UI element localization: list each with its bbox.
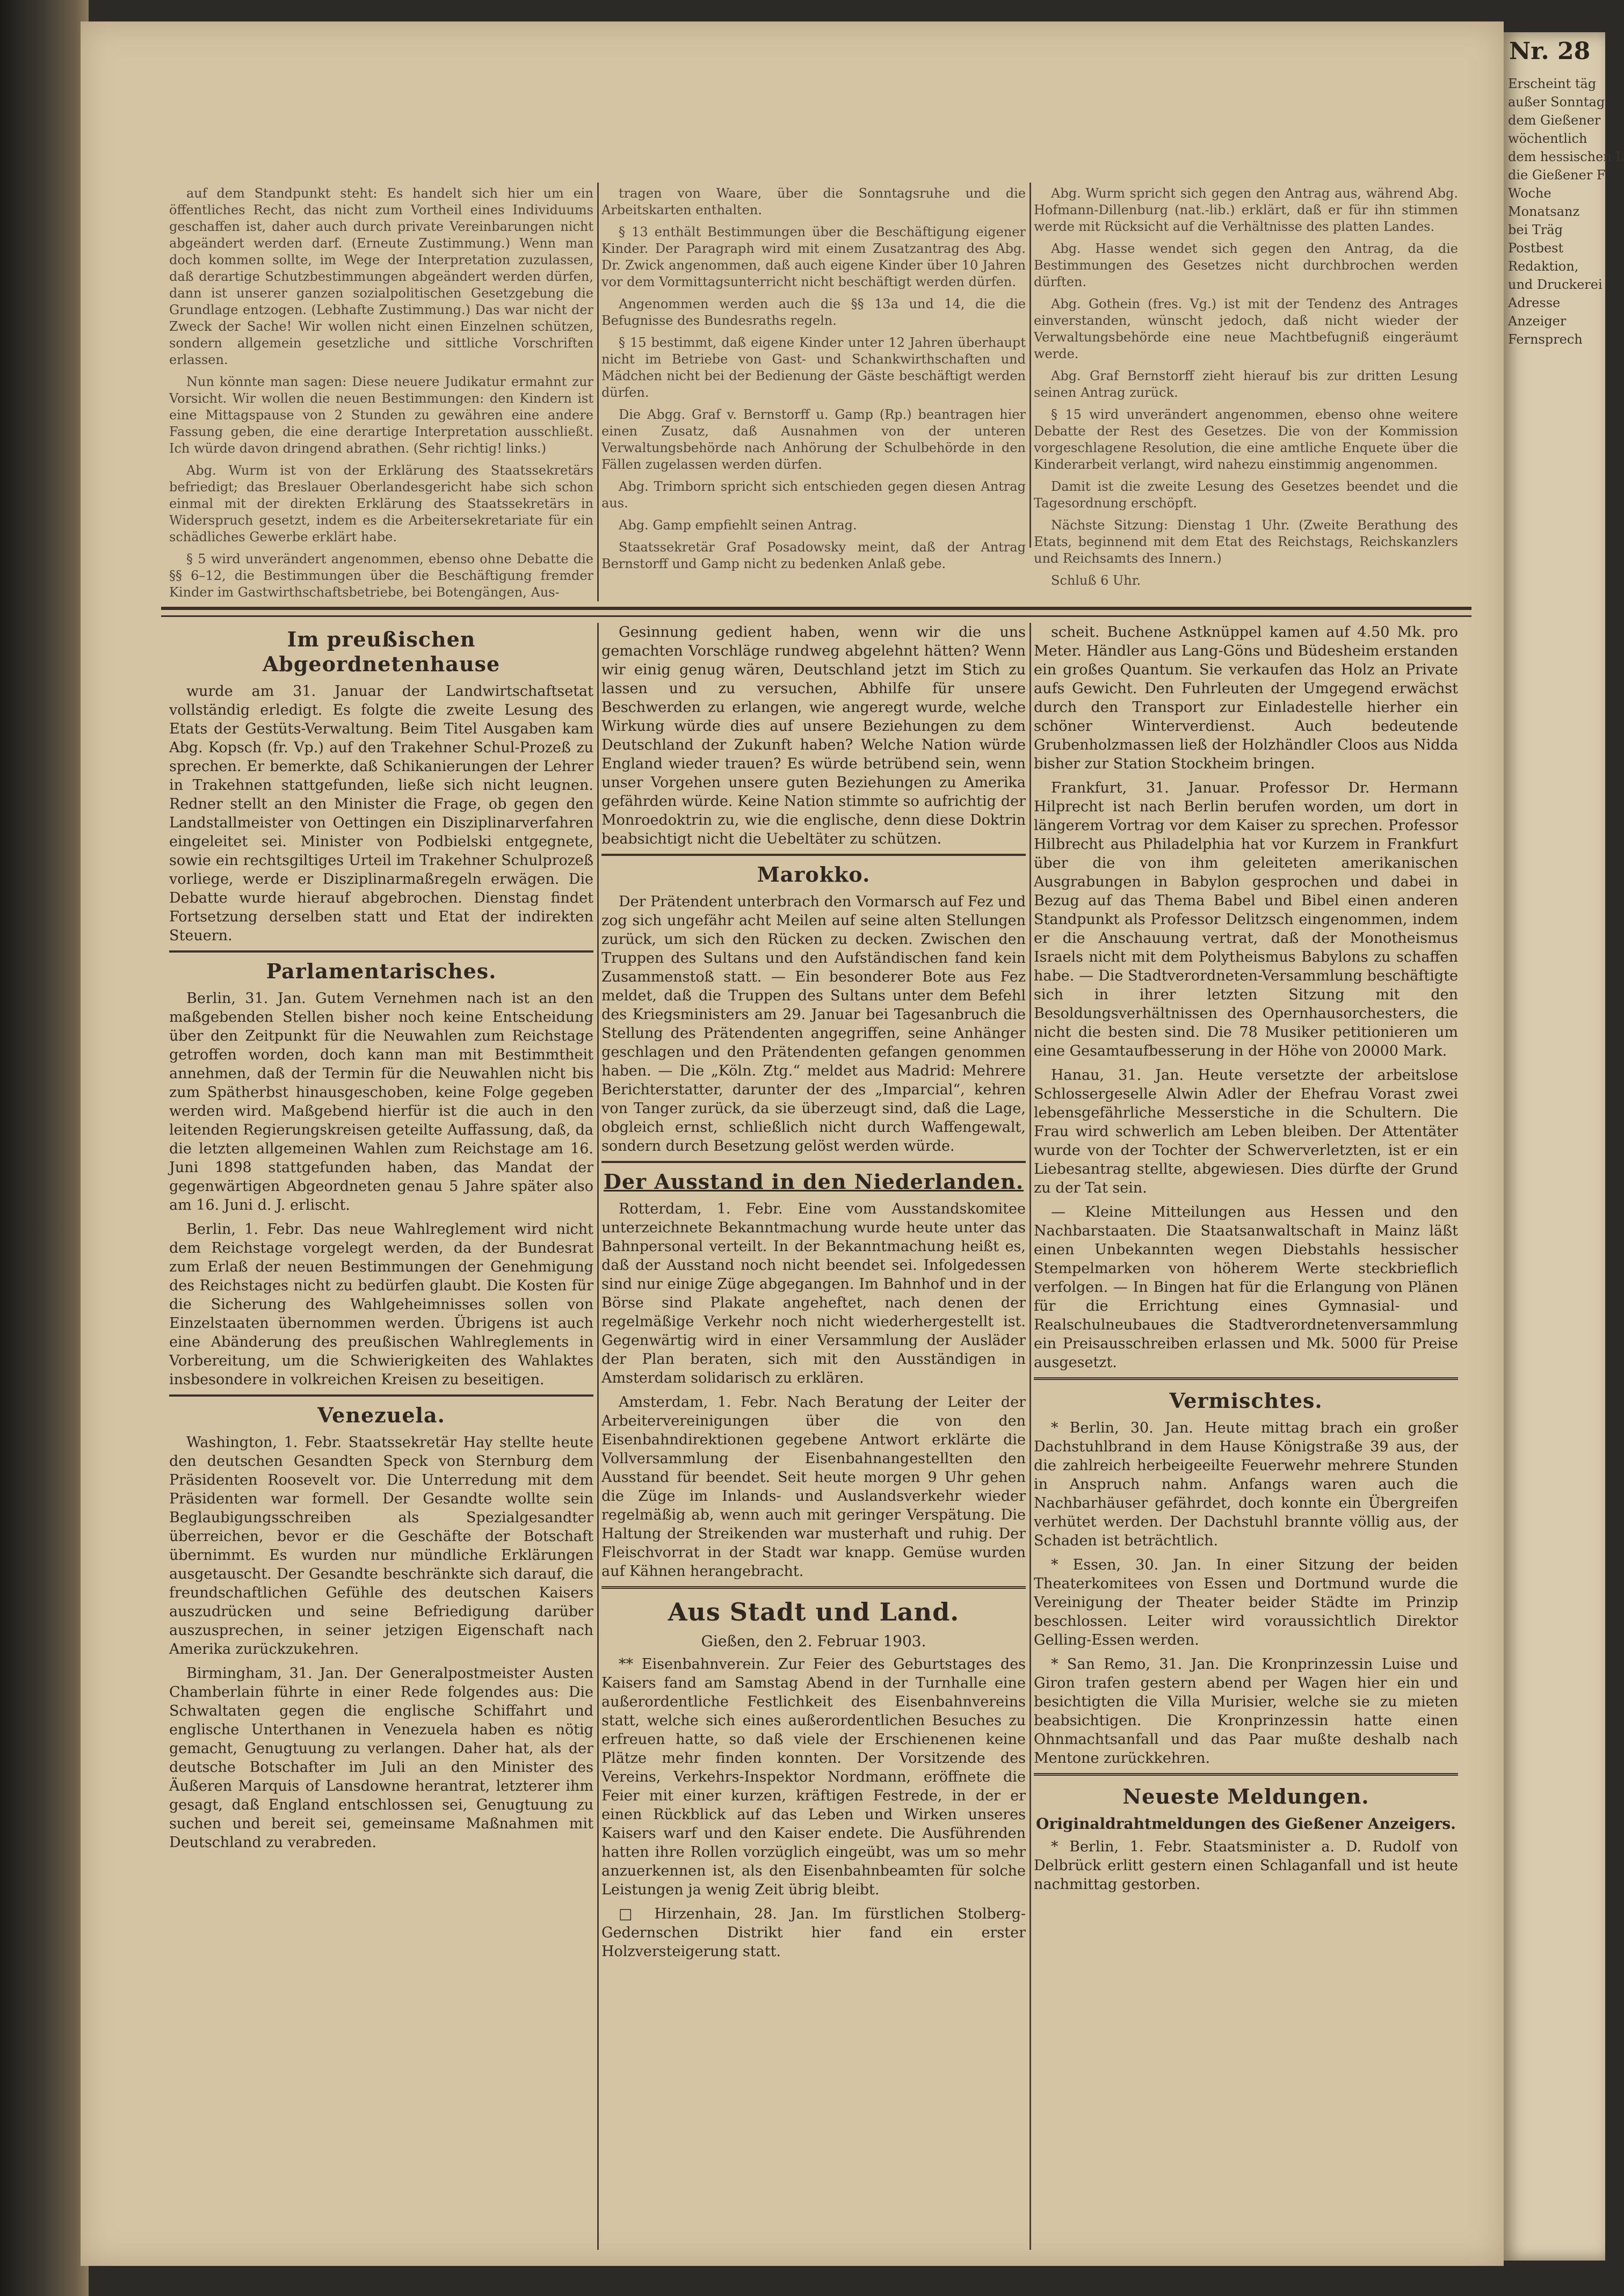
masthead-line: Anzeiger — [1508, 314, 1567, 329]
paragraph: Frankfurt, 31. Januar. Professor Dr. Hermann Hilprecht ist nach Berlin berufen worden, um dort in längerem Vortrag vor dem Kaiser zu sprechen. Professor Hilbrecht aus Philadelphia hat vor Kurzem in Frankfurt über die von ihm geleiteten amerikanischen Ausgrabungen in Babylon gesprochen und dabei in Bezug auf das Thema Babel und Bibel einen anderen Standpunkt als Professor Delitzsch eingenommen, indem er die Anschauung vertrat, daß der Monotheismus Israels nicht mit dem Polytheismus Babylons zu schaffen habe. — Die Stadtverordneten-Versammlung beschäftigte sich in ihrer letzten Sitzung mit den Besoldungsverhältnissen des Opernhausorchesters, die nicht die besten sind. Die 78 Musiker petitionieren um eine Gesamtaufbesserung in der Höhe von 20000 Mark. — [1034, 780, 1458, 1059]
paragraph: Gesinnung gedient haben, wenn wir die uns gemachten Vorschläge rundweg abgelehnt hätten? Wenn wir einig genug wären, Deutschland jetzt im Stich zu lassen und zu versuchen, Abhilfe für unsere Beschwerden zu erlangen, wie angeregt wurde, welche Wirkung würde dies auf unsere Beziehungen zu dem Deutschland der Zukunft haben? Welche Nation würde England wieder trauen? Es würde betrübend sein, wenn unser Vorgehen unsere guten Beziehungen zu Amerika gefährden würde. Keine Nation stimmte so aufrichtig der Monroedoktrin zu, wie die englische, denn diese Doktrin beabsichtigt nicht die Uebeltäter zu schützen. — [601, 624, 1026, 847]
masthead-line: dem hessischen L — [1508, 149, 1624, 164]
top-column-2 — [601, 185, 1026, 599]
paragraph: Birmingham, 31. Jan. Der Generalpostmeister Austen Chamberlain führte in einer Rede folgendes aus: Die Schwaltaten gegen die englische Schiffahrt und englische Unterthanen in Venezuela haben es nötig gemacht, Genugtuung zu verlangen. Daher hat, als der deutsche Botschafter im Juli an den Minister des Äußeren Marquis of Lansdowne herantrat, letzterer ihm gesagt, daß England entschlossen sei, Genugtuung zu suchen und bereit sei, gemeinsame Maßnahmen mit Deutschland zu verabreden. — [169, 1665, 593, 1851]
paragraph: Rotterdam, 1. Febr. Eine vom Ausstandskomitee unterzeichnete Bekanntmachung wurde heute unter das Bahnpersonal verteilt. In der Bekanntmachung heißt es, daß der Ausstand noch nicht beendet sei. Infolgedessen sind nur einige Züge abgegangen. Im Bahnhof und in der Börse sind Plakate angeheftet, nach denen der regelmäßige Verkehr noch nicht wiederhergestellt ist. Gegenwärtig wird in einer Versammlung der Ausläder der Plan beraten, sich mit den Ausständigen in Amsterdam solidarisch zu erklären. — [601, 1201, 1026, 1386]
paragraph: tragen von Waare, über die Sonntagsruhe und die Arbeitskarten enthalten. — [601, 186, 1026, 217]
main-column-1 — [169, 623, 593, 2255]
paragraph: Hanau, 31. Jan. Heute versetzte der arbeitslose Schlossergeselle Alwin Adler der Ehefrau Vorast zwei lebensgefährliche Messerstiche in die Schultern. Die Frau wird schwerlich am Leben bleiben. Der Attentäter wurde von der Tochter der Schwerverletzten, ist er ein Liebesantrag stellte, abgewiesen. Dies dürfte der Grund zu der Tat sein. — [1034, 1067, 1458, 1196]
paragraph: Amsterdam, 1. Febr. Nach Beratung der Leiter der Arbeitervereinigungen über die von den Eisenbahndirektionen gegebene Antwort erklärte die Vollversammlung der Eisenbahnangestellten den Ausstand für beendet. Seit heute morgen 9 Uhr gehen die Züge im Inlands- und Auslandsverkehr wieder regelmäßig ab, wenn auch mit geringer Verspätung. Die Haltung der Streikenden war musterhaft und ruhig. Der Fleischvorrat in der Stadt war knapp. Gemüse wurden auf Kähnen herangebracht. — [601, 1394, 1026, 1580]
top-column-3 — [1034, 185, 1458, 588]
paragraph: § 5 wird unverändert angenommen, ebenso ohne Debatte die §§ 6–12, die Bestimmungen über die Beschäftigung fremder Kinder im Gastwirthschaftsbetriebe, bei Botengängen, Aus- — [169, 551, 593, 600]
article-divider — [601, 854, 1026, 856]
paragraph: Abg. Trimborn spricht sich entschieden gegen diesen Antrag aus. — [601, 479, 1026, 511]
masthead-line: die Gießener F — [1508, 168, 1606, 183]
paragraph: Die Abgg. Graf v. Bernstorff u. Gamp (Rp.) beantragen hier einen Zusatz, daß Ausnahmen von der unteren Verwaltungsbehörde nach Anhörung der Schulbehörde in den Fällen zugelassen werden dürfen. — [601, 407, 1026, 472]
article-divider — [1034, 1773, 1458, 1778]
paragraph: Damit ist die zweite Lesung des Gesetzes beendet und die Tagesordnung erschöpft. — [1034, 479, 1458, 511]
column-divider — [1030, 183, 1031, 548]
masthead-line: Redaktion, — [1508, 259, 1579, 274]
paragraph: Nächste Sitzung: Dienstag 1 Uhr. (Zweite Berathung des Etats, beginnend mit dem Etat des Reichstags, Reichskanzlers und Reichsamts des Innern.) — [1034, 518, 1458, 566]
article-divider — [169, 1394, 593, 1397]
masthead-line: bei Träg — [1508, 222, 1563, 237]
masthead-line: Erscheint täg — [1508, 76, 1597, 91]
article-heading: Marokko. — [757, 862, 871, 887]
article-divider — [1034, 1377, 1458, 1382]
paragraph: * Berlin, 30. Jan. Heute mittag brach ein großer Dachstuhlbrand in dem Hause Königstraße 39 aus, der die zahlreich herbeigeeilte Feuerwehr mehrere Stunden in Anspruch nahm. Anfangs waren auch die Nachbarhäuser gefährdet, doch konnte ein Übergreifen verhütet werden. Der Dachstuhl brannte völlig aus, der Schaden ist beträchtlich. — [1034, 1420, 1458, 1549]
paragraph: § 15 wird unverändert angenommen, ebenso ohne weitere Debatte der Rest des Gesetzes. Die von der Kommission vorgeschlagene Resolution, die eine amtliche Enquete über die Kinderarbeit verlangt, wird nahezu einstimmig angenommen. — [1034, 407, 1458, 472]
paragraph: Der Prätendent unterbrach den Vormarsch auf Fez und zog sich ungefähr acht Meilen auf seine alten Stellungen zurück, um sich den Rücken zu decken. Zwischen den Truppen des Sultans und den Aufständischen fand kein Zusammenstoß statt. — Ein besonderer Bote aus Fez meldet, daß die Truppen des Sultans unter dem Befehl des Kriegsministers am 29. Januar bei Tagesanbruch die Stellung des Prätendenten angegriffen, seine Anhänger geschlagen und den Prätendenten gefangen genommen haben. — Die „Köln. Ztg.“ meldet aus Madrid: Mehrere Berichterstatter, darunter der des „Imparcial“, kehren von Tanger zurück, da sie überzeugt sind, daß die Lage, obgleich ernst, schließlich nicht durch Waffengewalt, sondern durch Besetzung gelöst werden würde. — [601, 893, 1026, 1154]
book-spine — [0, 0, 89, 2296]
masthead-line: dem Gießener — [1508, 113, 1601, 128]
paragraph: § 15 bestimmt, daß eigene Kinder unter 12 Jahren überhaupt nicht im Betriebe von Gast- und Schankwirthschaften und Mädchen nicht bei der Bedienung der Gäste beschäftigt werden dürfen. — [601, 335, 1026, 400]
paragraph: Berlin, 31. Jan. Gutem Vernehmen nach ist an den maßgebenden Stellen bisher noch keine Entscheidung über den Zeitpunkt für die Neuwahlen zum Reichstage getroffen worden, doch kann man mit Bestimmtheit annehmen, daß der Termin für die Neuwahlen nicht bis zum Spätherbst hinausgeschoben, keine Folge gegeben werden wird. Maßgebend hierfür ist die auch in den leitenden Regierungskreisen geteilte Auffassung, daß, da die letzten allgemeinen Wahlen zum Reichstage am 16. Juni 1898 stattgefunden haben, das Mandat der gegenwärtigen Abgeordneten genau 5 Jahre später also am 16. Juni d. J. erlischt. — [169, 990, 593, 1214]
dateline: Gießen, den 2. Februar 1903. — [701, 1632, 926, 1650]
paragraph: * Essen, 30. Jan. In einer Sitzung der beiden Theaterkomitees von Essen und Dortmund wurde die Vereinigung der Theater beider Städte im Prinzip beschlossen. Leiter wird voraussichtlich Direktor Gelling-Essen werden. — [1034, 1557, 1458, 1648]
paragraph: ** Eisenbahnverein. Zur Feier des Geburtstages des Kaisers fand am Samstag Abend in der Turnhalle eine außerordentliche Festlichkeit des Eisenbahnvereins statt, welche sich eines außerordentlichen Besuches zu erfreuen hatte, so daß viele der Erschienenen keine Plätze mehr finden konnten. Der Vorsitzende des Vereins, Verkehrs-Inspektor Nordmann, eröffnete die Feier mit einer kurzen, kräftigen Festrede, in der er einen Rückblick auf das Leben und Wirken unseres Kaisers warf und den Kaiser endete. Die Ausführenden hatten ihre Rollen vorzüglich eingeübt, was um so mehr anzuerkennen ist, als den Eisenbahnbeamten für solche Leistungen ja wenig Zeit übrig bleibt. — [601, 1656, 1026, 1898]
main-column-3 — [1034, 623, 1458, 2255]
masthead-number: Nr. 28 — [1509, 38, 1591, 65]
article-subheading: Originaldrahtmeldungen des Gießener Anzeigers. — [1036, 1815, 1456, 1833]
paragraph: Schluß 6 Uhr. — [1051, 573, 1141, 588]
masthead-line: Adresse — [1508, 295, 1561, 310]
top-column-1 — [169, 185, 593, 599]
paragraph: * San Remo, 31. Jan. Die Kronprinzessin Luise und Giron trafen gestern abend per Wagen hier ein und besichtigten die Villa Murisier, welche sie zu mieten beabsichtigen. Die Kronprinzessin hatte einen Ohnmachtsanfall und das Paar mußte deshalb nach Mentone zurückkehren. — [1034, 1656, 1458, 1767]
article-heading: Neueste Meldungen. — [1122, 1784, 1369, 1808]
masthead-line: und Druckerei — [1508, 277, 1603, 292]
paragraph: § 13 enthält Bestimmungen über die Beschäftigung eigener Kinder. Der Paragraph wird mit einem Zusatzantrag des Abg. Dr. Zwick angenommen, daß auch eigene Kinder über 10 Jahren vor dem Vormittagsunterricht nicht beschäftigt werden dürfen. — [601, 224, 1026, 289]
paragraph: Abg. Wurm ist von der Erklärung des Staatssekretärs befriedigt; das Breslauer Oberlandesgericht habe sich schon einmal mit der direkten Erklärung des Staatssekretärs in Widerspruch gesetzt, indem es die Arbeitersekretariate für ein schädliches Gewerbe erklärt habe. — [169, 463, 593, 544]
paragraph: □ Hirzenhain, 28. Jan. Im fürstlichen Stolberg-Gedernschen Distrikt hier fand ein erster Holzversteigerung statt. — [601, 1906, 1026, 1960]
article-divider — [601, 1586, 1026, 1591]
paragraph: Abg. Wurm spricht sich gegen den Antrag aus, während Abg. Hofmann-Dillenburg (nat.-lib.) erklärt, daß er für ihn stimmen werde mit Rücksicht auf die Verhältnisse des platten Landes. — [1034, 186, 1458, 234]
masthead-line: Fernsprech — [1508, 332, 1583, 347]
paragraph: scheit. Buchene Astknüppel kamen auf 4.50 Mk. pro Meter. Händler aus Lang-Göns und Büdesheim erstanden ein großes Quantum. Sie verkaufen das Holz an Private aufs Gewicht. Den Fuhrleuten der Umgegend erwächst durch den Transport zur Einladestelle hierher ein schöner Winterverdienst. Auch bedeutende Grubenholzmassen ließ der Holzhändler Cloos aus Nidda bisher zur Station Stockheim bringen. — [1034, 624, 1458, 772]
paragraph: Abg. Gothein (fres. Vg.) ist mit der Tendenz des Antrages einverstanden, wünscht jedoch, daß nicht wieder der Verwaltungsbehörde eine neue Machtbefugniß eingeräumt werde. — [1034, 296, 1458, 361]
section-rule — [161, 607, 1471, 617]
column-divider — [597, 623, 599, 2250]
paragraph: Abg. Graf Bernstorff zieht hierauf bis zur dritten Lesung seinen Antrag zurück. — [1034, 368, 1458, 400]
article-heading: Venezuela. — [317, 1403, 445, 1427]
column-divider — [1030, 623, 1031, 2250]
paragraph: Washington, 1. Febr. Staatssekretär Hay stellte heute den deutschen Gesandten Speck von Sternburg dem Präsidenten Roosevelt vor. Die Unterredung mit dem Präsidenten war formell. Der Gesandte wollte sein Beglaubigungsschreiben als Spezialgesandter überreichen, bevor er die Geschäfte der Botschaft übernimmt. Es wurden nur mündliche Erklärungen ausgetauscht. Der Gesandte beschränkte sich darauf, die freundschaftlichen Gefühle des deutschen Kaisers auszudrücken und seine Befriedigung darüber auszusprechen, in seiner jetzigen Eigenschaft nach Amerika zurückzukehren. — [169, 1434, 593, 1658]
article-heading: Im preußischen Abgeordnetenhause — [262, 627, 501, 676]
paragraph: * Berlin, 1. Febr. Staatsminister a. D. Rudolf von Delbrück erlitt gestern einen Schlaganfall und ist heute nachmittag gestorben. — [1034, 1839, 1458, 1893]
masthead-line: Postbest — [1508, 241, 1564, 256]
article-heading: Parlamentarisches. — [266, 959, 497, 983]
paragraph: Staatssekretär Graf Posadowsky meint, daß der Antrag Bernstorff und Gamp nicht zu bedenken Anlaß gebe. — [601, 540, 1026, 571]
paragraph: Abg. Hasse wendet sich gegen den Antrag, da die Bestimmungen des Gesetzes nicht durchbrochen werden dürften. — [1034, 241, 1458, 289]
masthead-line: außer Sonntag — [1508, 95, 1605, 110]
section-heading: Aus Stadt und Land. — [668, 1597, 960, 1626]
paragraph: Angenommen werden auch die §§ 13a und 14, die die Befugnisse des Bundesraths regeln. — [601, 296, 1026, 328]
main-column-2 — [601, 623, 1026, 2255]
article-divider — [169, 950, 593, 953]
column-divider — [597, 183, 599, 601]
paragraph: auf dem Standpunkt steht: Es handelt sich hier um ein öffentliches Recht, das nicht zum Vortheil eines Individuums geschaffen ist, daher auch durch private Vereinbarungen nicht abgeändert werden darf. (Erneute Zustimmung.) Wenn man doch kommen sollte, im Wege der Interpretation zuzulassen, daß derartige Schutzbestimmungen abgeändert werden dürfen, dann ist unserer ganzen sozialpolitischen Gesetzgebung die Grundlage entzogen. (Lebhafte Zustimmung.) Das war nicht der Zweck der Sache! Wir wollen nicht einen Einzelnen schützen, sondern allgemein gesetzliche und sittliche Vorschriften erlassen. — [169, 186, 593, 367]
masthead-line: Woche — [1508, 186, 1552, 201]
next-page-edge — [1504, 32, 1624, 2261]
article-heading: Der Ausstand in den Niederlanden. — [603, 1169, 1024, 1194]
masthead-line: wöchentlich — [1508, 131, 1587, 146]
masthead-line: Monatsanz — [1508, 204, 1580, 219]
article-divider — [601, 1161, 1026, 1163]
paragraph: wurde am 31. Januar der Landwirtschaftsetat vollständig erledigt. Es folgte die zweite Lesung des Etats der Gestüts-Verwaltung. Beim Titel Ausgaben kam Abg. Kopsch (fr. Vp.) auf den Trakehner Schul-Prozeß zu sprechen. Er bemerkte, daß Schikanierungen der Lehrer in Trakehnen stattgefunden, ließe sich nicht leugnen. Redner stellt an den Minister die Frage, ob gegen den Landstallmeister von Oettingen ein Disziplinarverfahren eingeleitet sei. Minister von Podbielski entgegnete, sowie ein rechtsgiltiges Urteil im Trakehner Schulprozeß vorliege, werde er Disziplinarmaßregeln erwägen. Die Debatte wurde hierauf abgebrochen. Dienstag findet Fortsetzung derselben statt und Etat der indirekten Steuern. — [169, 683, 593, 944]
paragraph: Nun könnte man sagen: Diese neuere Judikatur ermahnt zur Vorsicht. Wir wollen die neuen Bestimmungen: den Kindern ist eine Mittagspause von 2 Stunden zu gewähren eine andere Fassung geben, die eine derartige Interpretation ausschließt. Ich würde davon dringend abrathen. (Sehr richtig! links.) — [169, 374, 593, 456]
paragraph: Berlin, 1. Febr. Das neue Wahlreglement wird nicht dem Reichstage vorgelegt werden, da der Bundesrat zum Erlaß der neuen Bestimmungen der Genehmigung des Reichstages nicht zu bedürfen glaubt. Die Kosten für die Sicherung des Wahlgeheimnisses sollen von Einzelstaaten übernommen werden. Übrigens ist auch eine Abänderung des preußischen Wahlreglements in Vorbereitung, um die Schwierigkeiten des Wahlaktes insbesondere in volkreichen Kreisen zu beseitigen. — [169, 1221, 593, 1388]
paragraph: Abg. Gamp empfiehlt seinen Antrag. — [619, 518, 857, 533]
article-heading: Vermischtes. — [1169, 1389, 1323, 1413]
paragraph: — Kleine Mitteilungen aus Hessen und den Nachbarstaaten. Die Staatsanwaltschaft in Mainz läßt einen Unbekannten wegen Diebstahls hessischer Stempelmarken von höherem Werte steckbrieflich verfolgen. — In Bingen hat für die Erlangung von Plänen für die Errichtung eines Gymnasial- und Realschulneubaues die Stadtverordnetenversammlung ein Preisausschreiben erlassen und Mk. 5000 für Preise ausgesetzt. — [1034, 1204, 1458, 1371]
